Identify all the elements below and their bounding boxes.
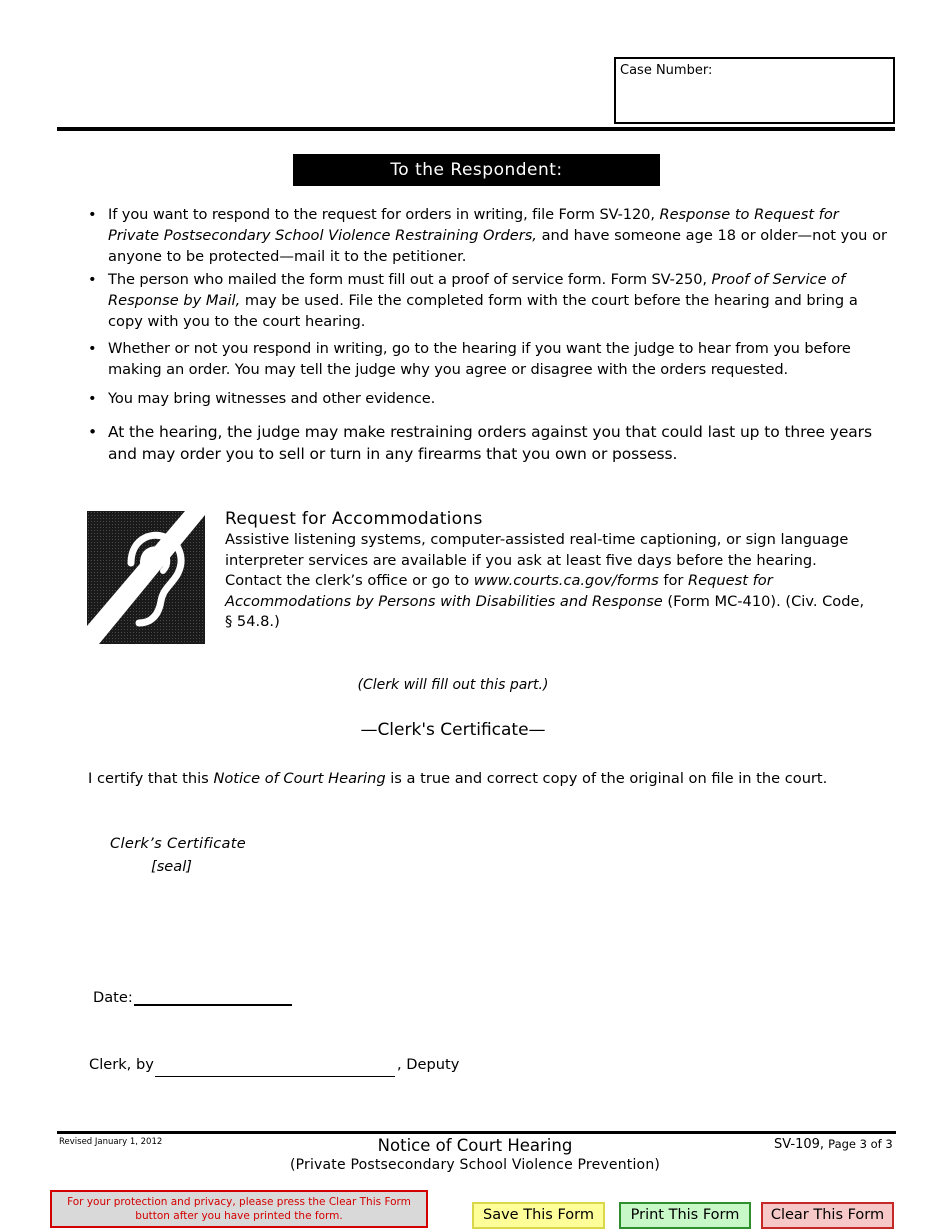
clerk-by-label: Clerk, by xyxy=(89,1056,154,1073)
bullet-icon: • xyxy=(88,271,97,288)
bullet-icon: • xyxy=(88,206,97,223)
bullet-icon: • xyxy=(88,423,98,441)
page-number: Page 3 of 3 xyxy=(828,1137,893,1151)
clear-form-button[interactable]: Clear This Form xyxy=(761,1202,894,1229)
footer-subtitle: (Private Postsecondary School Violence Prevention) xyxy=(289,1157,661,1173)
print-form-button[interactable]: Print This Form xyxy=(619,1202,751,1229)
list-item: • Whether or not you respond in writing, go to the hearing if you want the judge to hear from you before making an order. You may tell the judge why you agree or disagree with the orders requested. xyxy=(88,340,851,378)
respondent-banner: To the Respondent: xyxy=(293,154,660,186)
accommodations-title: Request for Accommodations xyxy=(225,509,483,529)
clerk-certificate-heading: —Clerk's Certificate— xyxy=(360,720,546,740)
certification-statement: I certify that this Notice of Court Hearing is a true and correct copy of the original on file in the court. xyxy=(88,770,828,787)
date-label: Date: xyxy=(93,989,133,1006)
bullet-icon: • xyxy=(88,340,97,357)
list-item: • The person who mailed the form must fill out a proof of service form. Form SV-250, Proof of Service of Response by Mail, may be used. File the completed form with the court before the hearing and bring a copy with you to the court hearing. xyxy=(88,271,858,330)
footer-title: Notice of Court Hearing xyxy=(377,1136,573,1155)
revised-date: Revised January 1, 2012 xyxy=(59,1137,163,1147)
seal-placeholder: [seal] xyxy=(151,858,192,875)
courts-url: www.courts.ca.gov/forms xyxy=(473,572,659,589)
accommodations-body: Assistive listening systems, computer-assisted real-time captioning, or sign language interpreter services are available if you ask at least five days before the hearing. Contact the clerk’s office or go to www.courts.ca.gov/forms for Request for Accommodations by Persons with Disabilities and Response (Form MC-410). (Civ. Code, § 54.8.) xyxy=(225,531,865,630)
top-divider xyxy=(57,127,895,131)
deputy-label: , Deputy xyxy=(397,1056,460,1073)
footer-divider xyxy=(57,1131,896,1134)
respondent-instructions xyxy=(88,204,888,465)
date-field[interactable] xyxy=(134,1004,292,1006)
list-item: • If you want to respond to the request for orders in writing, file Form SV-120, Response to Request for Private Postsecondary School Violence Restraining Orders, and have someone age 18 or older—not you or anyone to be protected—mail it to the petitioner. xyxy=(88,206,887,265)
deputy-name-field[interactable] xyxy=(155,1076,395,1077)
form-identifier: SV-109, Page 3 of 3 xyxy=(774,1137,893,1152)
list-item: • At the hearing, the judge may make restraining orders against you that could last up to three years and may order you to sell or turn in any firearms that you own or possess. xyxy=(88,423,872,463)
hearing-assistance-icon xyxy=(87,511,205,644)
case-number-box[interactable] xyxy=(614,57,895,124)
clerk-note: (Clerk will fill out this part.) xyxy=(357,677,549,693)
privacy-notice: For your protection and privacy, please press the Clear This Form button after you have printed the form. xyxy=(50,1190,428,1228)
case-number-label: Case Number: xyxy=(620,63,713,78)
seal-label: Clerk’s Certificate xyxy=(110,835,247,852)
list-item: • You may bring witnesses and other evidence. xyxy=(88,390,436,407)
bullet-icon: • xyxy=(88,390,97,407)
save-form-button[interactable]: Save This Form xyxy=(472,1202,605,1229)
